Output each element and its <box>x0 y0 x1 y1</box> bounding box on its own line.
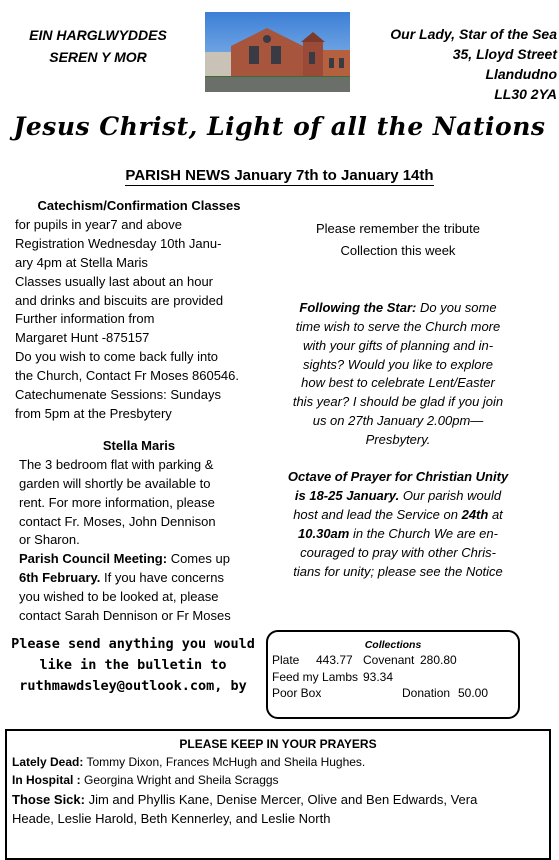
star-line: us on 27th January 2.00pm— <box>312 413 484 429</box>
sick-line-2: Heade, Leslie Harold, Beth Kennerley, and Leslie North <box>12 811 331 826</box>
octave-line-1: Octave of Prayer for Christian Unity <box>287 469 509 485</box>
catechism-line: from 5pm at the Presbytery <box>15 405 172 421</box>
catechism-line: ary 4pm at Stella Maris <box>15 254 148 270</box>
star-label: Following the Star: <box>299 299 417 315</box>
council-line-1 <box>19 550 263 569</box>
council-line-2 <box>19 569 263 588</box>
address-town: Llandudno <box>485 66 557 82</box>
tribute-line: Collection this week <box>340 242 456 258</box>
stella-maris-heading: Stella Maris <box>102 437 176 453</box>
stella-line: rent. For more information, please <box>19 494 215 510</box>
star-line: with your gifts of planning and in- <box>302 337 494 353</box>
catechism-line: the Church, Contact Fr Moses 860546. <box>15 368 240 384</box>
octave-dates: is 18-25 January. <box>294 487 400 503</box>
octave-line4-text: in the Church We are en- <box>349 525 498 541</box>
lambs-label: Feed my Lambs <box>272 669 359 684</box>
council-date: 6th February. <box>19 570 101 586</box>
octave-line-4 <box>278 525 518 544</box>
council-line-3: you wished to be looked at, please <box>19 589 219 605</box>
send-line: like in the bulletin to <box>39 657 227 673</box>
octave-time: 10.30am <box>298 525 350 541</box>
collections-box <box>266 630 520 719</box>
left-column <box>15 197 263 626</box>
catechism-line: Classes usually last about an hour <box>15 273 214 289</box>
dead-label: Lately Dead: <box>12 755 84 769</box>
parish-news-heading <box>0 167 559 184</box>
collections-title: Collections <box>364 639 422 651</box>
welsh-line-1: EIN HARGLWYDDES <box>29 27 167 43</box>
send-email-line: ruthmawdsley@outlook.com, by <box>19 678 247 694</box>
council-label: Parish Council Meeting: <box>19 551 168 567</box>
hospital-label: In Hospital : <box>12 773 81 787</box>
star-line: sights? Would you like to explore <box>302 356 494 372</box>
council-line2-text: If you have concerns <box>100 570 224 586</box>
right-column <box>278 220 518 582</box>
welsh-line-2: SEREN Y MOR <box>49 49 147 65</box>
octave-line2-text: Our parish would <box>399 487 502 503</box>
plate-value: 443.77 <box>316 653 353 667</box>
parish-name-welsh <box>8 24 188 68</box>
sick-names-1: Jim and Phyllis Kane, Denise Mercer, Olive and Ben Edwards, Vera <box>84 792 478 807</box>
octave-line3-post: at <box>488 506 503 522</box>
dead-names: Tommy Dixon, Frances McHugh and Sheila Hughes. <box>83 755 366 769</box>
bulletin-submission-notice <box>8 634 258 697</box>
stella-line: or Sharon. <box>19 532 80 548</box>
star-line: how best to celebrate Lent/Easter <box>301 375 495 391</box>
hospital-names: Georgina Wright and Sheila Scraggs <box>80 773 279 787</box>
council-line-4: contact Sarah Dennison or Fr Moses <box>19 608 231 624</box>
octave-day: 24th <box>461 506 489 522</box>
octave-line: tians for unity; please see the Notice <box>293 563 503 579</box>
collections-row-poor <box>268 685 518 702</box>
stella-line: The 3 bedroom flat with parking & <box>19 456 214 472</box>
bulletin-title: Jesus Christ, Light of all the Nations <box>13 112 546 141</box>
church-photo <box>205 12 350 92</box>
octave-line: couraged to pray with other Chris- <box>300 544 496 560</box>
octave-line-3 <box>278 506 518 525</box>
tribute-line: Please remember the tribute <box>315 221 481 236</box>
catechism-line: Margaret Hunt -875157 <box>15 330 150 346</box>
address-postcode: LL30 2YA <box>494 86 557 102</box>
star-line: Presbytery. <box>365 432 431 448</box>
octave-line3-pre: host and lead the Service on <box>293 506 462 522</box>
prayers-box <box>5 729 551 860</box>
star-line: time wish to serve the Church more <box>295 318 501 334</box>
collections-row-lambs <box>268 669 518 686</box>
prayers-heading: PLEASE KEEP IN YOUR PRAYERS <box>179 737 377 751</box>
catechism-line: Further information from <box>15 311 155 327</box>
catechism-line: and drinks and biscuits are provided <box>15 292 224 308</box>
covenant-value: 280.80 <box>420 653 457 667</box>
donation-value: 50.00 <box>458 686 489 700</box>
sick-line-1 <box>7 790 549 809</box>
covenant-label: Covenant <box>363 653 415 667</box>
catechism-line: for pupils in year7 and above <box>15 216 182 232</box>
plate-label: Plate <box>272 653 300 667</box>
catechism-line: Do you wish to come back fully into <box>15 349 219 365</box>
poorbox-label: Poor Box <box>272 686 322 700</box>
lambs-value: 93.34 <box>363 669 394 684</box>
parish-news-text: PARISH NEWS January 7th to January 14th <box>125 167 434 184</box>
stella-line: garden will shortly be available to <box>19 475 211 491</box>
collections-row-plate <box>268 652 518 669</box>
stella-line: contact Fr. Moses, John Dennison <box>19 513 216 529</box>
catechism-line: Catechumenate Sessions: Sundays <box>15 387 221 403</box>
send-line: Please send anything you would <box>11 636 255 652</box>
council-line1-text: Comes up <box>167 551 230 567</box>
address-street: 35, Lloyd Street <box>452 46 557 62</box>
catechism-heading: Catechism/Confirmation Classes <box>37 198 241 213</box>
donation-label: Donation <box>402 686 451 700</box>
sick-label: Those Sick: <box>12 792 85 807</box>
octave-line-2 <box>278 487 518 506</box>
parish-name: Our Lady, Star of the Sea <box>390 26 557 42</box>
hospital-line <box>7 771 549 789</box>
lately-dead-line <box>7 753 549 771</box>
catechism-line: Registration Wednesday 10th Janu- <box>15 235 222 251</box>
star-line: this year? I should be glad if you join <box>292 394 504 410</box>
star-line-1 <box>278 299 518 318</box>
parish-address <box>372 24 557 104</box>
star-line1-text: Do you some <box>416 299 497 315</box>
